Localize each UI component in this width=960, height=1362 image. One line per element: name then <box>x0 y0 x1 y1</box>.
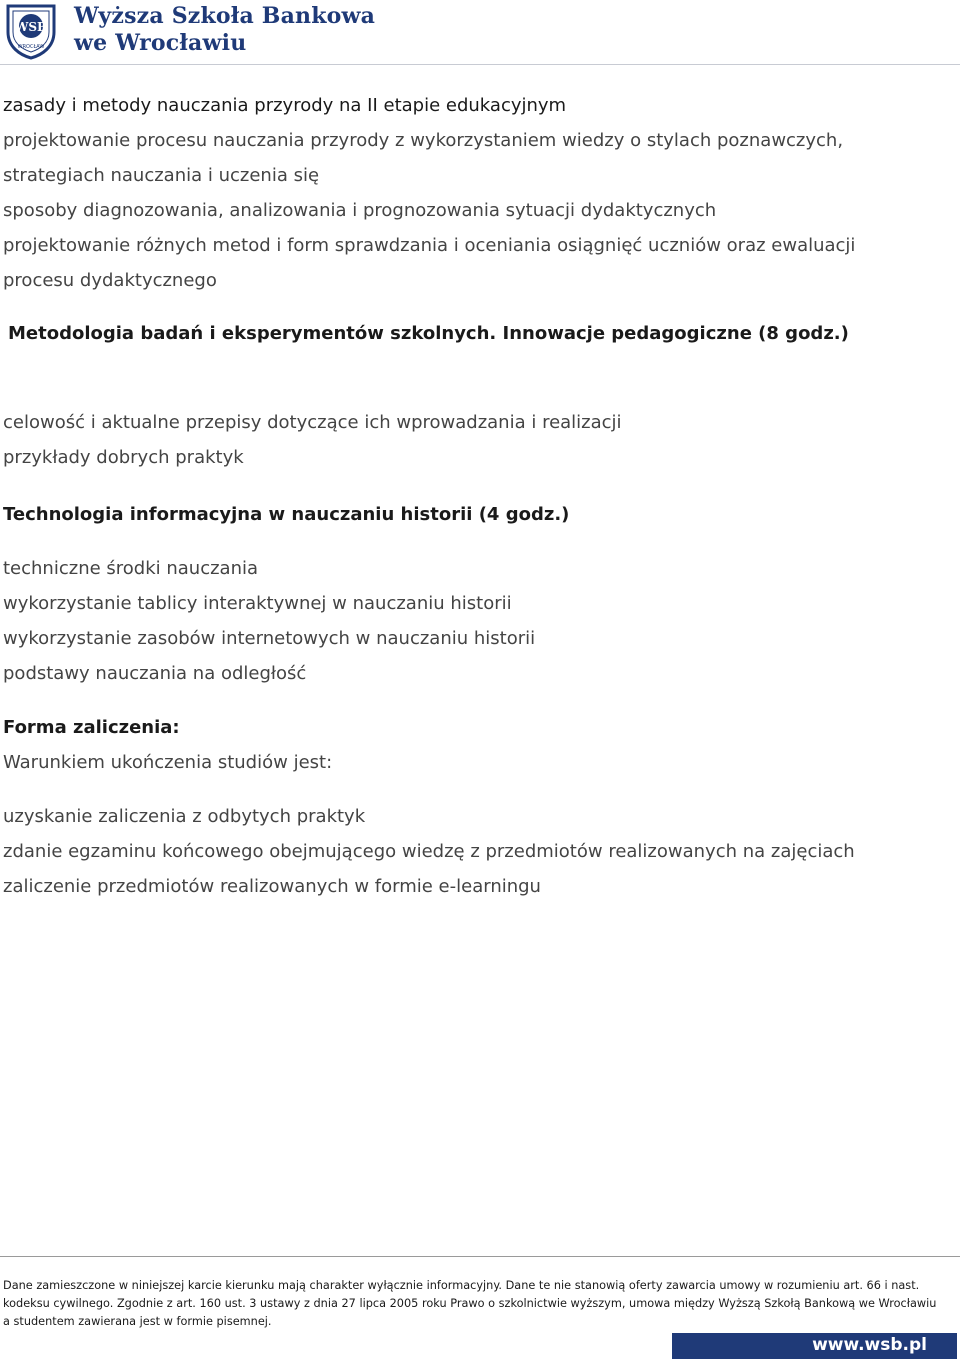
list-item: strategiach nauczania i uczenia się <box>3 165 320 186</box>
list-item: procesu dydaktycznego <box>3 270 217 291</box>
list-item: podstawy nauczania na odległość <box>3 663 307 684</box>
svg-text:WSB: WSB <box>14 20 48 34</box>
svg-text:WROCŁAW: WROCŁAW <box>17 44 45 50</box>
page-header <box>0 0 960 65</box>
list-item: wykorzystanie tablicy interaktywnej w nauczaniu historii <box>3 593 512 614</box>
list-item: celowość i aktualne przepisy dotyczące ich wprowadzania i realizacji <box>3 412 622 433</box>
section-heading-assessment: Forma zaliczenia: <box>3 717 180 738</box>
list-item: projektowanie różnych metod i form sprawdzania i oceniania osiągnięć uczniów oraz ewaluacji <box>3 235 856 256</box>
list-item: wykorzystanie zasobów internetowych w nauczaniu historii <box>3 628 536 649</box>
list-item: zdanie egzaminu końcowego obejmującego wiedzę z przedmiotów realizowanych na zajęciach <box>3 841 855 862</box>
footer-disclaimer-line: Dane zamieszczone w niniejszej karcie kierunku mają charakter wyłącznie informacyjny. Dane te nie stanowią oferty zawarcia umowy w rozumieniu art. 66 i nast. <box>3 1279 920 1292</box>
school-name-line1: Wyższa Szkoła Bankowa <box>74 3 376 29</box>
footer-divider <box>0 1256 960 1257</box>
list-item: techniczne środki nauczania <box>3 558 259 579</box>
website-link[interactable]: www.wsb.pl <box>812 1335 927 1355</box>
wsb-crest-logo <box>4 2 58 60</box>
list-item: projektowanie procesu nauczania przyrody z wykorzystaniem wiedzy o stylach poznawczych, <box>3 130 844 151</box>
list-item: przykłady dobrych praktyk <box>3 447 244 468</box>
website-banner[interactable] <box>672 1333 957 1359</box>
section-heading-it: Technologia informacyjna w nauczaniu historii (4 godz.) <box>3 504 570 525</box>
footer-disclaimer-line: kodeksu cywilnego. Zgodnie z art. 160 ust. 3 ustawy z dnia 27 lipca 2005 roku Prawo o szkolnictwie wyższym, umowa między Wyższą Szkołą Bankową we Wrocławiu <box>3 1297 937 1310</box>
list-item: zasady i metody nauczania przyrody na II etapie edukacyjnym <box>3 95 567 116</box>
list-item: sposoby diagnozowania, analizowania i prognozowania sytuacji dydaktycznych <box>3 200 717 221</box>
assessment-intro: Warunkiem ukończenia studiów jest: <box>3 752 333 773</box>
school-name-line2: we Wrocławiu <box>74 30 247 56</box>
list-item: uzyskanie zaliczenia z odbytych praktyk <box>3 806 366 827</box>
footer-disclaimer-line: a studentem zawierana jest w formie pisemnej. <box>3 1315 272 1328</box>
section-heading-methodology: Metodologia badań i eksperymentów szkolnych. Innowacje pedagogiczne (8 godz.) <box>8 323 849 344</box>
list-item: zaliczenie przedmiotów realizowanych w formie e-learningu <box>3 876 541 897</box>
